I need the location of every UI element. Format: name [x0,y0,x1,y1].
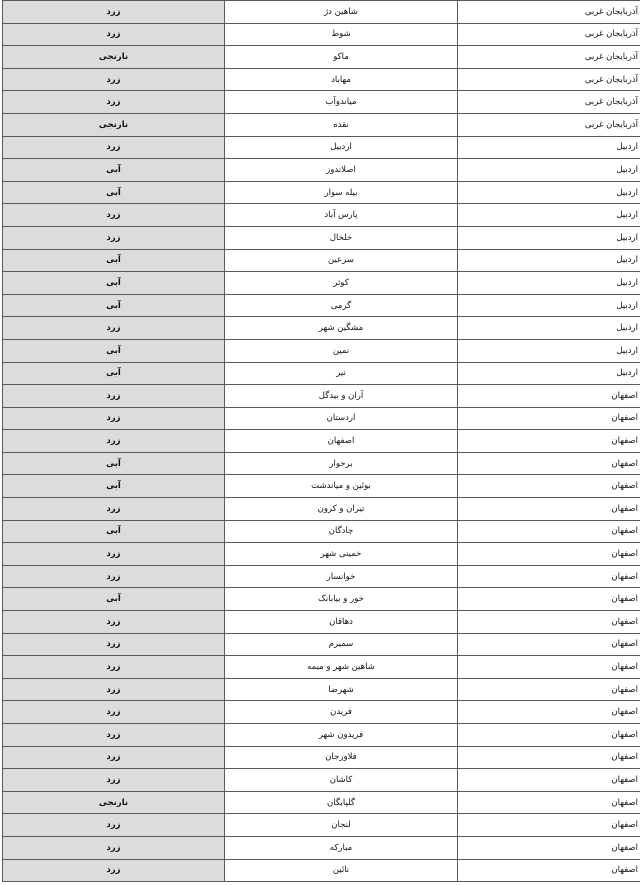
city-cell: فریدون شهر [225,724,458,747]
status-cell: زرد [3,385,225,408]
city-cell: سمیرم [225,633,458,656]
table-row [3,769,640,792]
province-cell: اصفهان [458,430,640,453]
province-cell: اصفهان [458,859,640,882]
province-cell: اصفهان [458,678,640,701]
status-cell: آبی [3,249,225,272]
city-cell: اردبیل [225,136,458,159]
city-cell: سرعین [225,249,458,272]
city-cell: نقده [225,113,458,136]
table-row [3,565,640,588]
province-cell: آذربایجان غربی [458,91,640,114]
table-row [3,136,640,159]
province-cell: آذربایجان غربی [458,46,640,69]
city-cell: مشگین شهر [225,317,458,340]
province-cell: اصفهان [458,498,640,521]
status-cell: زرد [3,1,225,24]
status-cell: زرد [3,136,225,159]
table-row [3,249,640,272]
status-cell: زرد [3,430,225,453]
status-cell: نارنجی [3,113,225,136]
status-cell: آبی [3,452,225,475]
table-row [3,588,640,611]
city-cell: مهاباد [225,68,458,91]
table-row [3,181,640,204]
city-cell: گلپایگان [225,791,458,814]
province-cell: اردبیل [458,159,640,182]
status-cell: زرد [3,814,225,837]
table-row [3,46,640,69]
city-cell: برخوار [225,452,458,475]
province-cell: اردبیل [458,181,640,204]
status-cell: زرد [3,633,225,656]
city-cell: نائین [225,859,458,882]
table-row [3,362,640,385]
status-cell: آبی [3,588,225,611]
status-cell: زرد [3,701,225,724]
status-cell: زرد [3,746,225,769]
table-row [3,791,640,814]
city-cell: اصلاندوز [225,159,458,182]
city-cell: تیران و کرون [225,498,458,521]
city-cell: شهرضا [225,678,458,701]
city-cell: گرمی [225,294,458,317]
province-cell: اردبیل [458,339,640,362]
status-cell: زرد [3,91,225,114]
table-row [3,294,640,317]
table-row [3,498,640,521]
city-cell: شوط [225,23,458,46]
status-cell: زرد [3,656,225,679]
province-cell: اصفهان [458,836,640,859]
province-cell: اصفهان [458,475,640,498]
province-cell: اصفهان [458,769,640,792]
city-cell: لنجان [225,814,458,837]
table-row [3,746,640,769]
table-row [3,656,640,679]
province-cell: آذربایجان غربی [458,68,640,91]
province-cell: اردبیل [458,294,640,317]
city-cell: مبارکه [225,836,458,859]
province-cell: اصفهان [458,543,640,566]
table-row [3,836,640,859]
city-cell: میاندوآب [225,91,458,114]
table-row [3,159,640,182]
table-row [3,452,640,475]
table-row [3,226,640,249]
table-row [3,23,640,46]
table-row [3,520,640,543]
city-cell: فلاورجان [225,746,458,769]
status-cell: آبی [3,159,225,182]
province-cell: اصفهان [458,588,640,611]
status-cell: آبی [3,272,225,295]
status-cell: زرد [3,859,225,882]
province-cell: اردبیل [458,136,640,159]
status-cell: زرد [3,407,225,430]
status-cell: زرد [3,204,225,227]
province-cell: آذربایجان غربی [458,113,640,136]
table-row [3,317,640,340]
city-cell: اصفهان [225,430,458,453]
province-cell: اصفهان [458,565,640,588]
table-row [3,678,640,701]
table-row [3,724,640,747]
province-cell: اردبیل [458,249,640,272]
city-cell: ماکو [225,46,458,69]
province-cell: اصفهان [458,452,640,475]
city-cell: بیله سوار [225,181,458,204]
status-cell: آبی [3,181,225,204]
province-cell: اصفهان [458,385,640,408]
province-cell: اردبیل [458,362,640,385]
table-row [3,633,640,656]
province-cell: اصفهان [458,633,640,656]
table-row [3,407,640,430]
status-cell: زرد [3,611,225,634]
province-cell: آذربایجان غربی [458,1,640,24]
city-cell: چادگان [225,520,458,543]
status-cell: آبی [3,362,225,385]
province-cell: اصفهان [458,724,640,747]
status-cell: زرد [3,68,225,91]
province-cell: اصفهان [458,701,640,724]
province-cell: اصفهان [458,746,640,769]
city-cell: پارس آباد [225,204,458,227]
province-cell: اردبیل [458,204,640,227]
table-row [3,1,640,24]
city-cell: اردستان [225,407,458,430]
province-cell: اردبیل [458,272,640,295]
city-cell: کوثر [225,272,458,295]
table-row [3,701,640,724]
city-cell: خلخال [225,226,458,249]
table-row [3,204,640,227]
status-cell: آبی [3,475,225,498]
city-cell: بوئین و میاندشت [225,475,458,498]
table-body [3,1,640,882]
province-cell: اصفهان [458,611,640,634]
province-cell: اصفهان [458,814,640,837]
province-cell: اردبیل [458,226,640,249]
table-row [3,339,640,362]
status-cell: زرد [3,23,225,46]
city-cell: فریدن [225,701,458,724]
status-cell: زرد [3,317,225,340]
status-cell: آبی [3,294,225,317]
province-cell: اصفهان [458,520,640,543]
city-cell: خمینی شهر [225,543,458,566]
city-cell: دهاقان [225,611,458,634]
province-cell: اصفهان [458,407,640,430]
province-cell: اردبیل [458,317,640,340]
table-row [3,68,640,91]
city-cell: نیر [225,362,458,385]
status-cell: زرد [3,769,225,792]
status-cell: آبی [3,520,225,543]
city-cell: آران و بیدگل [225,385,458,408]
status-cell: زرد [3,565,225,588]
table-row [3,814,640,837]
table-row [3,272,640,295]
status-cell: زرد [3,226,225,249]
city-status-table [2,0,640,882]
city-cell: شاهین شهر و میمه [225,656,458,679]
city-cell: نمین [225,339,458,362]
status-cell: زرد [3,678,225,701]
status-cell: زرد [3,724,225,747]
table-row [3,385,640,408]
province-cell: اصفهان [458,656,640,679]
table-row [3,543,640,566]
table-row [3,859,640,882]
city-cell: خور و بیابانک [225,588,458,611]
table-row [3,475,640,498]
province-cell: اصفهان [458,791,640,814]
table-row [3,611,640,634]
city-cell: شاهین دژ [225,1,458,24]
table-row [3,430,640,453]
status-cell: نارنجی [3,791,225,814]
status-cell: زرد [3,543,225,566]
city-cell: خوانسار [225,565,458,588]
status-cell: آبی [3,339,225,362]
status-cell: نارنجی [3,46,225,69]
province-cell: آذربایجان غربی [458,23,640,46]
table-row [3,91,640,114]
status-cell: زرد [3,498,225,521]
city-cell: کاشان [225,769,458,792]
table-row [3,113,640,136]
status-cell: زرد [3,836,225,859]
